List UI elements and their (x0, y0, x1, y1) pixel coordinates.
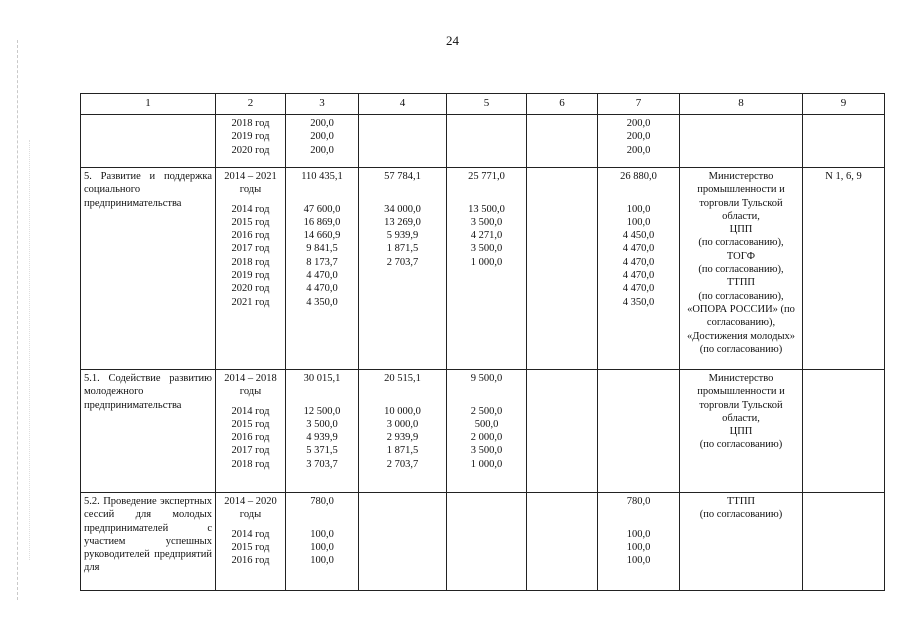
amount-value: 100,0 (310, 541, 334, 553)
amount-value: 100,0 (626, 216, 651, 228)
amount-value (450, 296, 523, 309)
page-number: 24 (446, 33, 459, 48)
blank-line (450, 508, 523, 521)
cell-executors (680, 168, 803, 370)
amount-value: 9 841,5 (306, 243, 338, 255)
amount-value: 2 939,9 (386, 432, 419, 444)
amount-value: 500,0 (474, 418, 499, 430)
year-label: 2018 год (231, 256, 270, 268)
amount-value: 3 000,0 (386, 418, 419, 430)
blank-line (362, 385, 443, 398)
amount-value: 200,0 (626, 131, 651, 143)
event-name: 5.1. Содействие развитию молодежного предпринимательства (84, 373, 212, 411)
amount-value: 34 000,0 (384, 203, 421, 215)
spacer (601, 399, 676, 405)
executor-line: торговли Тульской (699, 197, 783, 209)
amount-value: 5 939,9 (386, 230, 419, 242)
column-header: 9 (803, 94, 885, 115)
executor-line: ЦПП (729, 224, 753, 236)
blank-line (601, 508, 676, 521)
cell-amount-c4 (359, 115, 447, 168)
amount-value (450, 269, 523, 282)
executor-line: «Достижения молодых» (686, 330, 796, 342)
amount-value (450, 282, 523, 295)
blank-line (601, 385, 676, 398)
indicator-ref: N 1, 6, 9 (825, 171, 862, 182)
cell-amount-c7 (598, 370, 680, 493)
spacer (450, 522, 523, 528)
year-label: 2019 год (231, 270, 270, 282)
amount-value: 4 350,0 (622, 296, 655, 308)
amount-total: 20 515,1 (384, 373, 421, 384)
executor-line: ЦПП (729, 426, 753, 438)
blank-line (530, 508, 594, 521)
spacer (530, 399, 594, 405)
executor-line: торговли Тульской (699, 399, 783, 411)
event-name: 5. Развитие и поддержка социального предпринимательства (84, 171, 212, 209)
spacer (362, 522, 443, 528)
year-label: 2017 год (231, 243, 270, 255)
amount-total: 25 771,0 (468, 171, 505, 182)
amount-total: 9 500,0 (470, 373, 503, 384)
amount-value: 1 871,5 (386, 243, 419, 255)
blank-line (601, 183, 676, 196)
cell-amount-c6 (527, 370, 598, 493)
amount-total: 780,0 (310, 496, 334, 507)
cell-event-name (81, 115, 216, 168)
amount-value: 100,0 (626, 541, 651, 553)
indicator-ref (806, 372, 881, 385)
blank-line (289, 508, 355, 521)
year-label: 2018 год (231, 458, 270, 470)
amount-total: 57 784,1 (384, 171, 421, 182)
amount-value (362, 282, 443, 295)
executor-line: (по согласованию), (698, 237, 784, 249)
amount-value: 4 939,9 (306, 432, 338, 444)
year-label: 2016 год (231, 230, 270, 242)
executor-line: Министерство (708, 373, 774, 384)
cell-amount-c4 (359, 493, 447, 591)
amount-value: 4 271,0 (470, 230, 503, 242)
amount-total: 26 880,0 (620, 171, 657, 182)
amount-value: 4 470,0 (306, 270, 338, 282)
cell-amount-c3 (286, 168, 359, 370)
amount-value: 100,0 (310, 528, 334, 540)
amount-value: 4 470,0 (622, 270, 655, 282)
binding-margin-line (17, 40, 18, 600)
executor-line: (по согласованию), (698, 264, 784, 276)
cell-amount-c3 (286, 370, 359, 493)
period-range: 2014 – 2018 (224, 373, 277, 384)
cell-indicators (803, 115, 885, 168)
blank-line (362, 508, 443, 521)
amount-value: 2 703,7 (386, 458, 419, 470)
amount-value: 5 371,5 (306, 445, 338, 457)
year-label: 2018 год (231, 118, 270, 129)
amount-value: 4 470,0 (622, 283, 655, 295)
executor-line: ТТПП (727, 496, 755, 507)
cell-indicators (803, 168, 885, 370)
table-row (81, 168, 885, 370)
amount-value: 10 000,0 (384, 405, 421, 417)
amount-total: 780,0 (626, 496, 651, 507)
cell-period (216, 493, 286, 591)
amount-value: 1 000,0 (470, 256, 503, 268)
cell-event-name (81, 493, 216, 591)
amount-value (362, 269, 443, 282)
year-label: 2016 год (231, 432, 270, 444)
amount-total (530, 372, 594, 385)
amount-value: 3 500,0 (470, 243, 503, 255)
executor-line: согласованию), (706, 317, 776, 329)
year-label: 2014 год (231, 528, 270, 540)
period-range: 2014 – 2020 (224, 496, 277, 507)
cell-amount-c4 (359, 168, 447, 370)
executor-line: промышленности и (697, 184, 785, 196)
blank-line (450, 385, 523, 398)
amount-value: 200,0 (626, 118, 651, 129)
year-label: 2015 год (231, 216, 270, 228)
column-header: 5 (447, 94, 527, 115)
column-header: 7 (598, 94, 680, 115)
column-header: 8 (680, 94, 803, 115)
year-label: 2017 год (231, 445, 270, 457)
amount-value: 3 500,0 (470, 216, 503, 228)
table-row (81, 493, 885, 591)
cell-amount-c5 (447, 115, 527, 168)
indicator-ref (806, 495, 881, 508)
executor-line: (по согласованию) (699, 439, 783, 451)
column-header: 1 (81, 94, 216, 115)
amount-value: 200,0 (310, 144, 334, 156)
amount-value: 2 703,7 (386, 256, 419, 268)
cell-period (216, 370, 286, 493)
executor-line: Министерство (708, 171, 774, 182)
header-row (81, 94, 885, 115)
amount-value (362, 296, 443, 309)
amount-value: 1 871,5 (386, 445, 419, 457)
amount-value: 100,0 (310, 555, 334, 567)
indicator-ref (806, 117, 881, 130)
amount-total (530, 170, 594, 183)
period-range: 2014 – 2021 (224, 171, 277, 182)
binding-margin-line-inner (29, 140, 30, 560)
cell-amount-c5 (447, 493, 527, 591)
amount-value: 4 450,0 (622, 230, 655, 242)
cell-period (216, 115, 286, 168)
cell-executors (680, 493, 803, 591)
executor-line: (по согласованию) (699, 509, 783, 521)
executor-line: промышленности и (697, 386, 785, 398)
amount-total (530, 495, 594, 508)
amount-value: 4 470,0 (622, 243, 655, 255)
executor-line: ТОГФ (726, 250, 756, 262)
cell-event-name (81, 168, 216, 370)
table-row (81, 115, 885, 168)
amount-value: 13 269,0 (384, 216, 421, 228)
blank-line (530, 385, 594, 398)
cell-period (216, 168, 286, 370)
spacer (530, 197, 594, 203)
column-header: 6 (527, 94, 598, 115)
amount-value: 100,0 (626, 555, 651, 567)
table-row (81, 370, 885, 493)
year-label: 2015 год (231, 418, 270, 430)
amount-value: 4 470,0 (306, 283, 338, 295)
year-label: 2019 год (231, 131, 270, 143)
amount-value: 4 470,0 (622, 256, 655, 268)
amount-value: 1 000,0 (470, 458, 503, 470)
cell-amount-c6 (527, 115, 598, 168)
period-range: годы (239, 184, 262, 196)
column-header: 3 (286, 94, 359, 115)
period-range: годы (239, 509, 262, 521)
amount-value: 4 350,0 (306, 296, 338, 308)
amount-value: 16 869,0 (303, 216, 341, 228)
cell-amount-c7 (598, 493, 680, 591)
cell-amount-c5 (447, 168, 527, 370)
amount-value: 200,0 (310, 131, 334, 143)
blank-line (289, 183, 355, 196)
year-label: 2020 год (231, 144, 270, 156)
amount-value: 13 500,0 (468, 203, 505, 215)
year-label: 2014 год (231, 203, 270, 215)
amount-value: 2 000,0 (470, 432, 503, 444)
blank-line (362, 183, 443, 196)
executor-line: области, (722, 210, 760, 222)
executor-line: (по согласованию) (699, 343, 783, 355)
cell-indicators (803, 370, 885, 493)
spacer (530, 522, 594, 528)
cell-amount-c5 (447, 370, 527, 493)
cell-amount-c6 (527, 168, 598, 370)
amount-value: 12 500,0 (303, 405, 341, 417)
table-body (81, 115, 885, 591)
cell-executors (680, 115, 803, 168)
amount-value: 3 500,0 (306, 418, 338, 430)
amount-value: 100,0 (626, 203, 651, 215)
blank-line (289, 385, 355, 398)
executor-line: области, (722, 412, 760, 424)
event-name: 5.2. Проведение экспертных сессий для молодых предпринимателей с участием успешных руководителей предприятий для (84, 496, 212, 574)
cell-amount-c3 (286, 115, 359, 168)
amount-value: 14 660,9 (303, 230, 341, 242)
amount-total (362, 495, 443, 508)
amount-total (601, 372, 676, 385)
executor-line: «ОПОРА РОССИИ» (по (687, 303, 795, 315)
column-header: 2 (216, 94, 286, 115)
amount-value: 47 600,0 (303, 203, 341, 215)
year-label: 2020 год (231, 283, 270, 295)
blank-line (530, 183, 594, 196)
amount-total: 30 015,1 (303, 373, 341, 384)
executor-line: (по согласованию), (698, 290, 784, 302)
amount-value: 200,0 (310, 118, 334, 129)
year-label: 2014 год (231, 405, 270, 417)
cell-amount-c4 (359, 370, 447, 493)
executor-line: ТТПП (727, 277, 755, 289)
cell-amount-c6 (527, 493, 598, 591)
amount-value: 3 500,0 (470, 445, 503, 457)
cell-executors (680, 370, 803, 493)
amount-total: 110 435,1 (301, 171, 343, 182)
amount-value: 200,0 (626, 144, 651, 156)
cell-event-name (81, 370, 216, 493)
program-table (80, 93, 885, 591)
year-label: 2015 год (231, 541, 270, 553)
cell-amount-c3 (286, 493, 359, 591)
cell-amount-c7 (598, 168, 680, 370)
cell-indicators (803, 493, 885, 591)
year-label: 2016 год (231, 555, 270, 567)
amount-value: 3 703,7 (306, 458, 338, 470)
amount-value: 2 500,0 (470, 405, 503, 417)
amount-value: 100,0 (626, 528, 651, 540)
year-label: 2021 год (231, 296, 270, 308)
amount-value: 8 173,7 (306, 256, 338, 268)
blank-line (450, 183, 523, 196)
column-header: 4 (359, 94, 447, 115)
period-range: годы (239, 386, 262, 398)
amount-total (450, 495, 523, 508)
cell-amount-c7 (598, 115, 680, 168)
